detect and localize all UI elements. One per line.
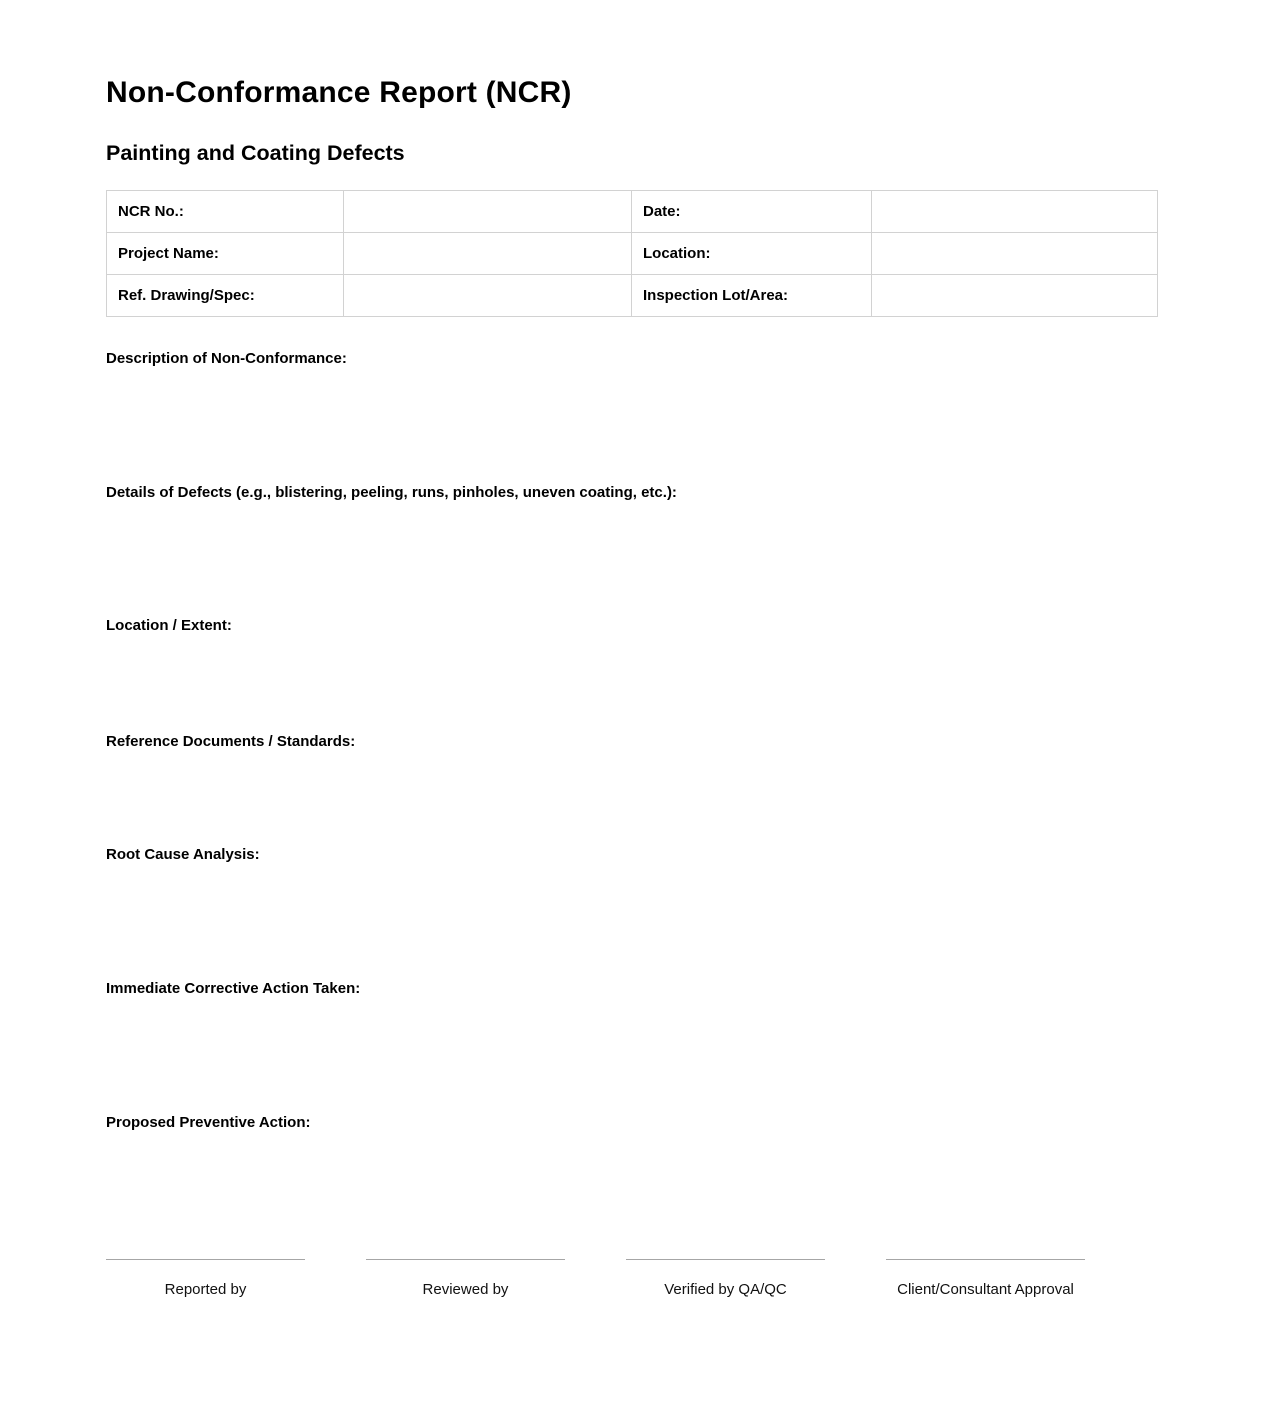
field-value-date — [872, 191, 1158, 233]
signature-block-reported-by — [106, 1259, 305, 1300]
table-row — [107, 191, 1158, 233]
signature-label-reported-by: Reported by — [164, 1281, 247, 1298]
field-value-location — [872, 233, 1158, 275]
signature-row — [106, 1259, 1085, 1300]
signature-block-client-consultant-approval — [886, 1259, 1085, 1300]
section-heading-root-cause: Root Cause Analysis: — [106, 846, 260, 863]
section-heading-preventive-action: Proposed Preventive Action: — [106, 1114, 311, 1131]
field-value-project-name — [344, 233, 632, 275]
signature-line — [886, 1259, 1085, 1260]
section-heading-location-extent: Location / Extent: — [106, 617, 232, 634]
section-heading-reference-documents: Reference Documents / Standards: — [106, 733, 356, 750]
field-label-ncr-no: NCR No.: — [107, 191, 344, 233]
table-row — [107, 233, 1158, 275]
field-value-inspection-lot-area — [872, 275, 1158, 317]
section-heading-details: Details of Defects (e.g., blistering, peeling, runs, pinholes, uneven coating, etc.): — [106, 484, 677, 501]
signature-label-verified-by-qaqc: Verified by QA/QC — [664, 1281, 787, 1298]
section-location-extent — [106, 616, 1157, 732]
page-title: Non-Conformance Report (NCR) — [106, 76, 572, 109]
form-sections — [106, 349, 1157, 1259]
page-subtitle: Painting and Coating Defects — [106, 141, 405, 165]
info-table — [106, 190, 1158, 317]
field-label-inspection-lot-area: Inspection Lot/Area: — [632, 275, 872, 317]
field-label-ref-drawing-spec: Ref. Drawing/Spec: — [107, 275, 344, 317]
section-heading-description: Description of Non-Conformance: — [106, 350, 347, 367]
section-details-of-defects — [106, 483, 1157, 616]
signature-block-reviewed-by — [366, 1259, 565, 1300]
signature-line — [366, 1259, 565, 1260]
section-proposed-preventive-action — [106, 1113, 1157, 1259]
signature-line — [106, 1259, 305, 1260]
table-row — [107, 275, 1158, 317]
signature-label-reviewed-by: Reviewed by — [422, 1281, 509, 1298]
signature-label-client-consultant-approval: Client/Consultant Approval — [897, 1281, 1074, 1298]
section-reference-documents — [106, 732, 1157, 845]
field-label-date: Date: — [632, 191, 872, 233]
field-value-ncr-no — [344, 191, 632, 233]
signature-block-verified-by-qaqc — [626, 1259, 825, 1300]
section-root-cause-analysis — [106, 845, 1157, 979]
field-label-project-name: Project Name: — [107, 233, 344, 275]
signature-line — [626, 1259, 825, 1260]
section-immediate-corrective-action — [106, 979, 1157, 1113]
field-label-location: Location: — [632, 233, 872, 275]
section-description-of-non-conformance — [106, 349, 1157, 483]
section-heading-corrective-action: Immediate Corrective Action Taken: — [106, 980, 361, 997]
field-value-ref-drawing-spec — [344, 275, 632, 317]
